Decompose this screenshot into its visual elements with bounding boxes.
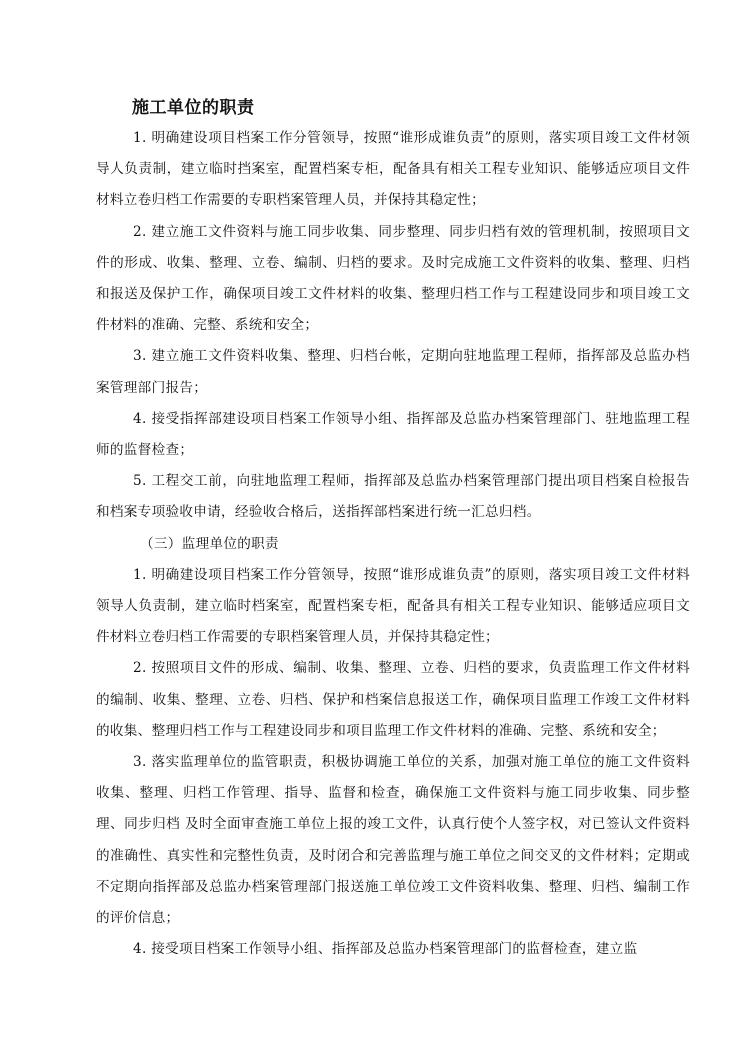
paragraph: 2. 建立施工文件资料与施工同步收集、同步整理、同步归档有效的管理机制，按照项目文件的形成、收集、整理、立卷、编制、归档的要求。及时完成施工文件资料的收集、整理、归档和报送及保护工作，确保项目竣工文件材料的收集、整理归档工作与工程建设同步和项目竣工文件材料的准确、完整、系统和安全； <box>96 223 690 334</box>
paragraph: 4. 接受指挥部建设项目档案工作领导小组、指挥部及总监办档案管理部门、驻地监理工程师的监督检查； <box>96 410 690 459</box>
section-heading: 施工单位的职责 <box>132 98 255 118</box>
document-body <box>96 123 690 965</box>
paragraph: 1. 明确建设项目档案工作分管领导，按照“谁形成谁负责”的原则，落实项目竣工文件材料领导人负责制，建立临时档案室，配置档案专柜，配备具有相关工程专业知识、能够适应项目文件材料立卷归档工作需要的专职档案管理人员，并保持其稳定性； <box>96 566 690 646</box>
paragraph: 2. 按照项目文件的形成、编制、收集、整理、立卷、归档的要求，负责监理工作文件材料的编制、收集、整理、立卷、归档、保护和档案信息报送工作，确保项目监理工作竣工文件材料的收集、整理归档工作与工程建设同步和项目监理工作文件材料的准确、完整、系统和安全； <box>96 660 690 739</box>
paragraph: 4. 接受项目档案工作领导小组、指挥部及总监办档案管理部门的监督检查，建立监 <box>133 941 638 958</box>
paragraph: 3. 落实监理单位的监管职责，积极协调施工单位的关系，加强对施工单位的施工文件资料收集、整理、归档工作管理、指导、监督和检查，确保施工文件资料与施工同步收集、同步整理、同步归档 及时全面审查施工单位上报的竣工文件，认真行使个人签字权，对已签认文件资料的准确性、真实性和完整性负责，及时闭合和完善监理与施工单位之间交叉的文件材料；定期或不定期向指挥部及总监办档案管理部门报送施工单位竣工文件资料收集、整理、归档、编制工作的评价信息； <box>96 754 690 927</box>
paragraph: 5. 工程交工前，向驻地监理工程师，指挥部及总监办档案管理部门提出项目档案自检报告和档案专项验收申请，经验收合格后，送指挥部档案进行统一汇总归档。 <box>96 473 690 521</box>
paragraph: 3. 建立施工文件资料收集、整理、归档台帐，定期向驻地监理工程师，指挥部及总监办档案管理部门报告； <box>96 348 690 396</box>
subsection-heading: （三）监理单位的职责 <box>140 535 279 552</box>
paragraph: 1. 明确建设项目档案工作分管领导，按照“谁形成谁负责”的原则，落实项目竣工文件材领导人负责制，建立临时挡案室，配置档案专柜，配备具有相关工程专业知识、能够适应项目文件材料立卷归档工作需要的专职档案管理人员，并保持其稳定性； <box>96 130 690 209</box>
